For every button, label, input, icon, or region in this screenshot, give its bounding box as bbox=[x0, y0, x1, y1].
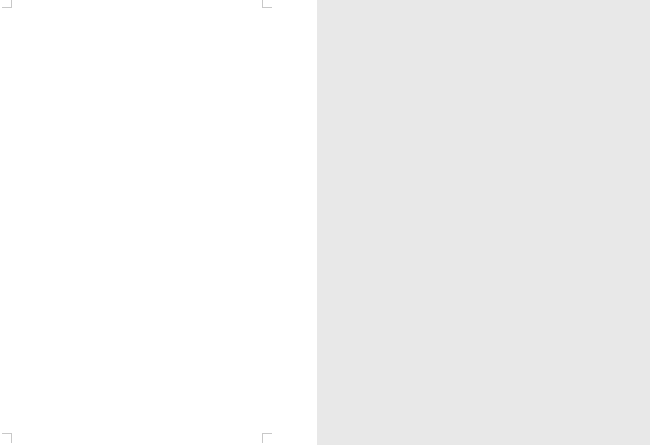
crop-mark bbox=[2, 0, 12, 8]
crop-mark bbox=[2, 433, 12, 443]
document-page-left[interactable] bbox=[0, 0, 317, 445]
crop-mark bbox=[262, 433, 272, 443]
crop-mark bbox=[262, 0, 272, 8]
